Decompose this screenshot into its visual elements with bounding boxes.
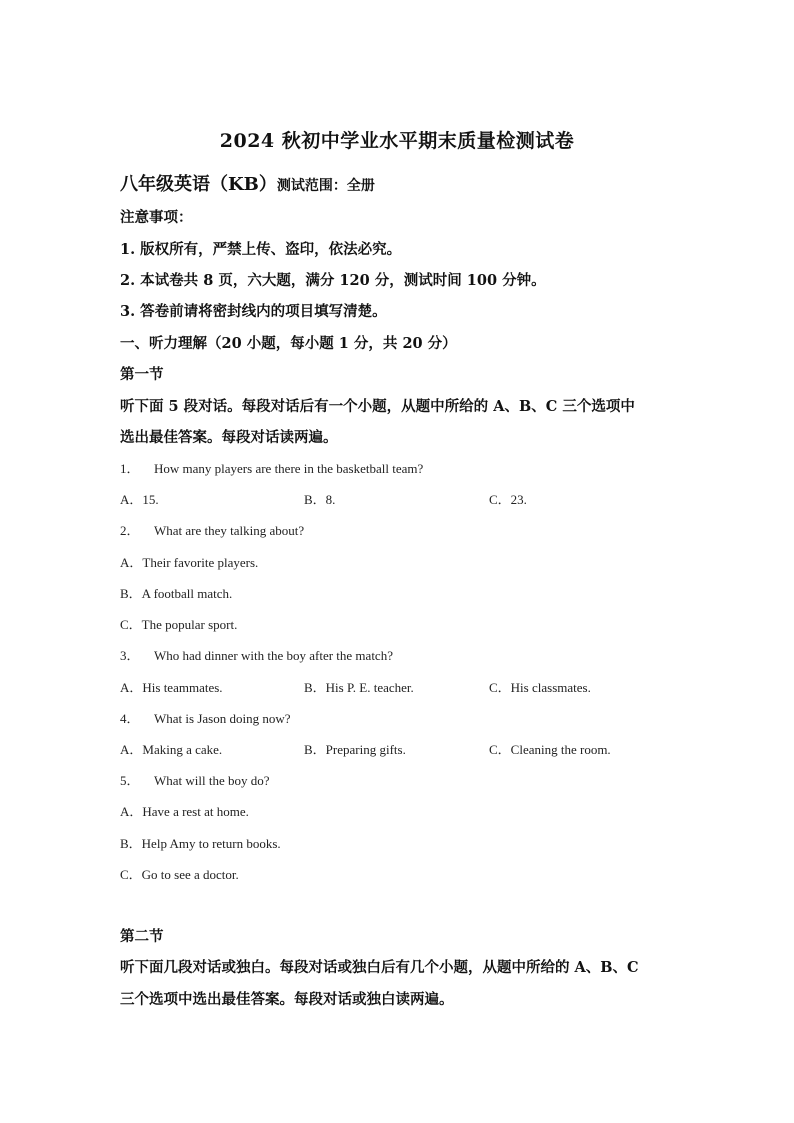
section-instructions: 听下面几段对话或独白。每段对话或独白后有几个小题，从题中所给的 A、B、C (120, 959, 639, 976)
option-c: C．Go to see a doctor. (120, 867, 239, 882)
question-number: 3． (120, 648, 140, 663)
option-a: A．His teammates. (120, 680, 223, 695)
option-a: A．Their favorite players. (120, 555, 259, 570)
option-c: C．His classmates. (489, 680, 591, 695)
test-scope: 测试范围：全册 (276, 178, 375, 194)
notice-item: 1. 版权所有，严禁上传、盗印，依法必究。 (120, 241, 402, 258)
question-3 (120, 645, 393, 664)
subject-label: 八年级英语（KB） (120, 174, 277, 195)
section-instructions: 听下面 5 段对话。每段对话后有一个小题，从题中所给的 A、B、C 三个选项中 (120, 398, 635, 415)
option-c: C．23. (489, 492, 527, 507)
option-b: B．Help Amy to return books. (120, 836, 281, 851)
question-text: What is Jason doing now? (154, 711, 291, 726)
section-label: 第二节 (120, 928, 164, 945)
notice-heading: 注意事项： (120, 209, 193, 226)
question-1 (120, 458, 423, 477)
question-number: 4． (120, 711, 140, 726)
question-2 (120, 520, 304, 539)
question-number: 5． (120, 773, 140, 788)
option-b: B．His P. E. teacher. (304, 680, 414, 695)
question-number: 1． (120, 461, 140, 476)
part-heading: 一、听力理解（20 小题，每小题 1 分，共 20 分） (120, 335, 457, 352)
exam-title: 2024 秋初中学业水平期末质量检测试卷 (219, 130, 575, 152)
option-a: A．15. (120, 492, 159, 507)
subtitle (120, 170, 375, 196)
notice-item: 3. 答卷前请将密封线内的项目填写清楚。 (120, 303, 387, 320)
option-b: B．A football match. (120, 586, 233, 601)
section-instructions: 三个选项中选出最佳答案。每段对话或独白读两遍。 (120, 991, 454, 1008)
question-text: Who had dinner with the boy after the match? (154, 648, 393, 663)
option-a: A．Have a rest at home. (120, 804, 249, 819)
option-b: B．8. (304, 492, 336, 507)
question-number: 2． (120, 523, 140, 538)
section-instructions: 选出最佳答案。每段对话读两遍。 (120, 429, 338, 446)
question-text: What will the boy do? (154, 773, 270, 788)
question-text: What are they talking about? (154, 523, 305, 538)
option-c: C．The popular sport. (120, 617, 238, 632)
question-4 (120, 708, 290, 727)
section-label: 第一节 (120, 366, 164, 383)
question-text: How many players are there in the basketball team? (154, 461, 424, 476)
option-b: B．Preparing gifts. (304, 742, 406, 757)
option-a: A．Making a cake. (120, 742, 223, 757)
option-c: C．Cleaning the room. (489, 742, 611, 757)
notice-item: 2. 本试卷共 8 页，六大题，满分 120 分，测试时间 100 分钟。 (120, 272, 546, 289)
question-5 (120, 770, 270, 789)
